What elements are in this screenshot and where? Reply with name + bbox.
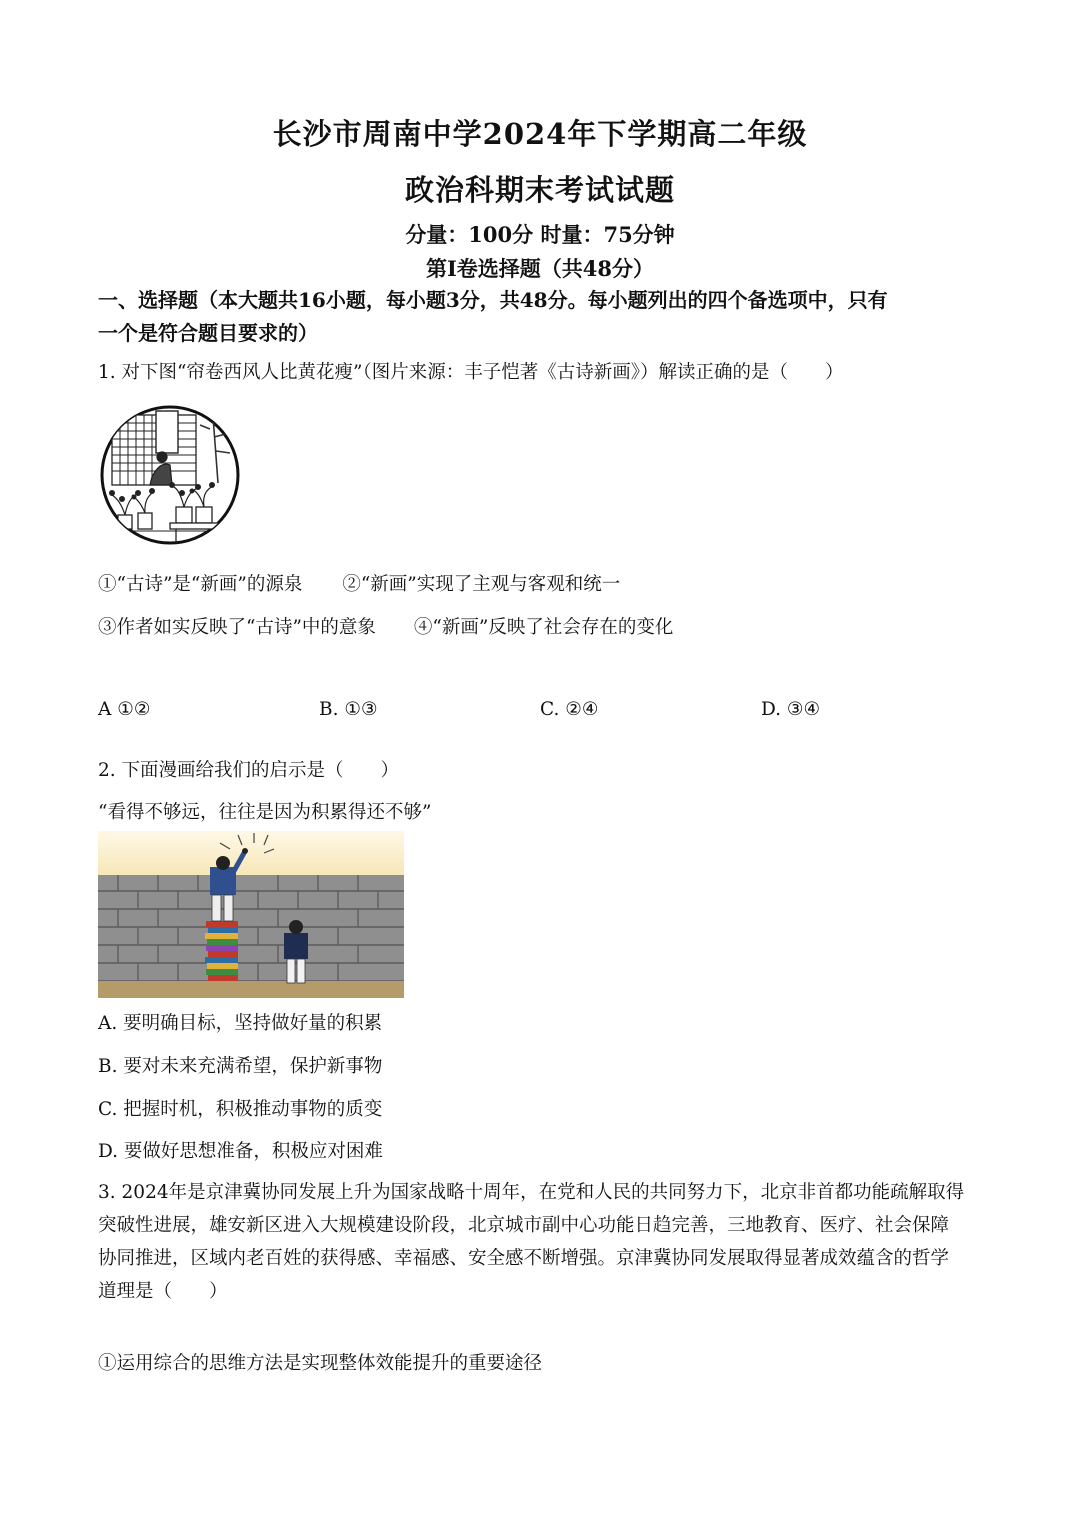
q1-statement4: ④“新画”反映了社会存在的变化 [413, 617, 674, 638]
q2-caption: “看得不够远，往往是因为积累得还不够” [98, 802, 432, 823]
q1-statement2: ②“新画”实现了主观与客观和统一 [342, 574, 621, 595]
q1-option-a[interactable]: A ①② [98, 699, 151, 720]
q2-option-a[interactable]: A. 要明确目标，坚持做好量的积累 [98, 1013, 383, 1034]
q2-stem: 2. 下面漫画给我们的启示是（ ） [98, 760, 400, 781]
wall-cartoon-icon [98, 831, 404, 998]
round-ink-painting-icon [100, 403, 242, 551]
q1-stem: 1. 对下图“帘卷西风人比黄花瘦”（图片来源：丰子恺著《古诗新画》）解读正确的是（ ） [98, 362, 844, 383]
exam-title-line2: 政治科期末考试试题 [404, 173, 675, 207]
q1-option-c[interactable]: C. ②④ [540, 699, 599, 720]
q3-stem-line2: 突破性进展，雄安新区进入大规模建设阶段，北京城市副中心功能日趋完善，三地教育、医疗、社会保障 [98, 1215, 950, 1236]
volume-title: 第Ⅰ卷选择题（共48分） [425, 256, 655, 281]
q3-stem-line1: 3. 2024年是京津冀协同发展上升为国家战略十周年，在党和人民的共同努力下，北京非首都功能疏解取得 [98, 1182, 965, 1203]
q1-statement-row2 [98, 613, 673, 639]
q1-statement-row1 [98, 570, 620, 596]
q3-stem-line4: 道理是（ ） [98, 1281, 228, 1302]
score-time-info: 分量：100分 时量：75分钟 [405, 222, 675, 247]
q2-option-d[interactable]: D. 要做好思想准备，积极应对困难 [98, 1141, 383, 1162]
q1-options [98, 699, 898, 729]
q1-statement3: ③作者如实反映了“古诗”中的意象 [98, 617, 376, 638]
q2-option-b[interactable]: B. 要对未来充满希望，保护新事物 [98, 1056, 383, 1077]
section-heading-line1: 一、选择题（本大题共16小题，每小题3分，共48分。每小题列出的四个备选项中，只有 [98, 288, 888, 312]
q3-stem [98, 1176, 982, 1308]
exam-title-line1: 长沙市周南中学2024年下学期高二年级 [272, 117, 808, 151]
q2-option-c[interactable]: C. 把握时机，积极推动事物的质变 [98, 1099, 383, 1120]
q1-option-d[interactable]: D. ③④ [761, 699, 821, 720]
section-heading [98, 284, 988, 350]
q3-statement1: ①运用综合的思维方法是实现整体效能提升的重要途径 [98, 1353, 543, 1374]
section-heading-line2: 一个是符合题目要求的） [98, 321, 318, 345]
q1-statement1: ①“古诗”是“新画”的源泉 [98, 574, 303, 595]
q3-stem-line3: 协同推进，区域内老百姓的获得感、幸福感、安全感不断增强。京津冀协同发展取得显著成效蕴含的哲学 [98, 1248, 950, 1269]
q1-option-b[interactable]: B. ①③ [319, 699, 378, 720]
